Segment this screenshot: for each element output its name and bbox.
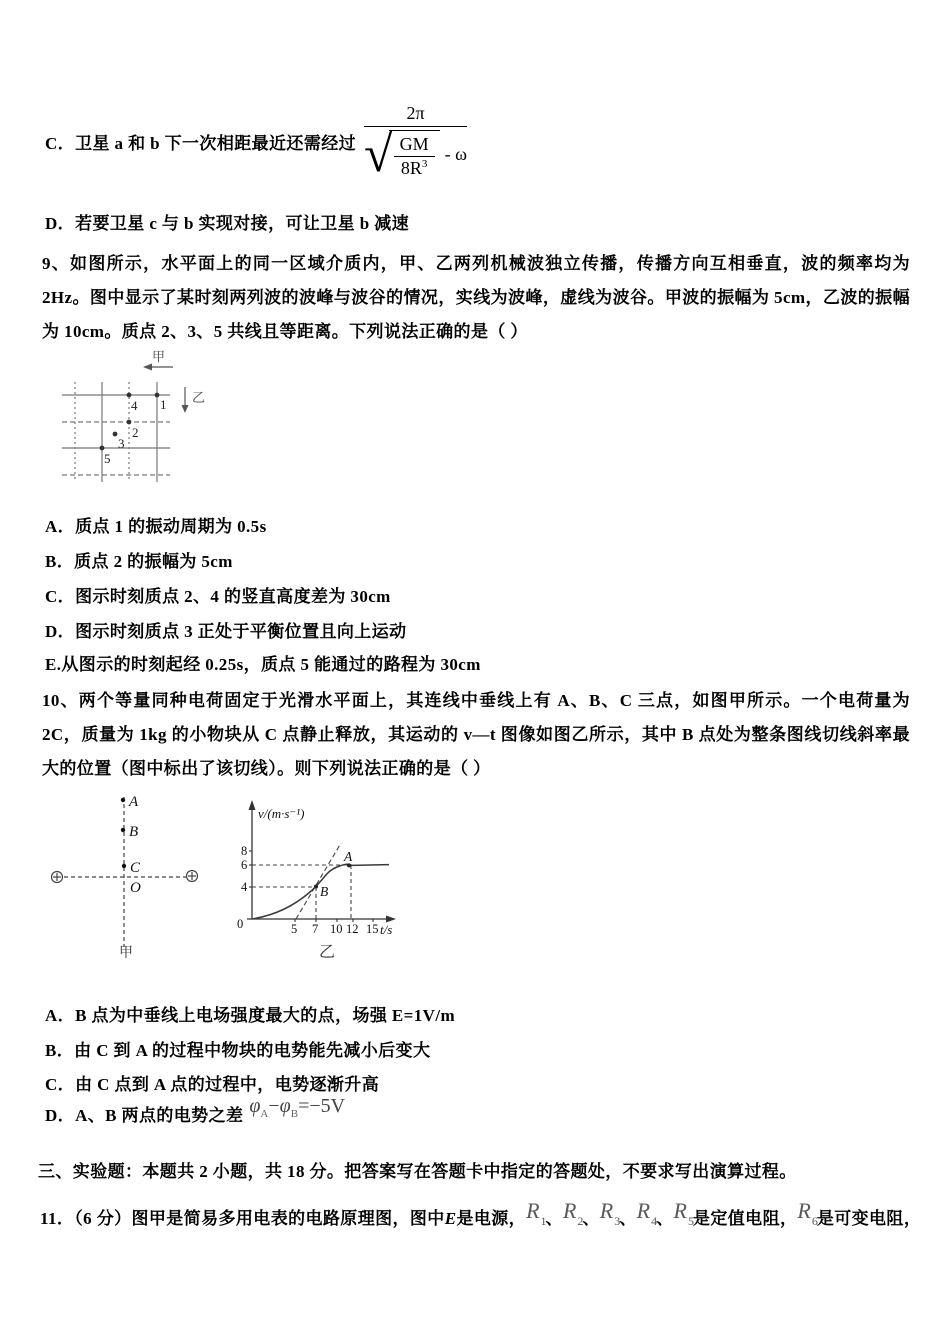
ytick-4: 4: [241, 880, 248, 894]
tick-labels: [237, 844, 379, 936]
phi-b: φ: [279, 1094, 291, 1117]
point-a-label: A: [344, 849, 353, 864]
option-d-text: D．若要卫星 c 与 b 实现对接，可让卫星 b 减速: [45, 214, 410, 233]
q11-after-e: 是电源，: [456, 1209, 527, 1228]
radical-sign: √: [364, 125, 393, 183]
q11-e-var: E: [444, 1209, 457, 1228]
label-a: A: [129, 794, 139, 810]
resistor-r5: $R_5$: [673, 1198, 694, 1229]
minus-sign: −: [268, 1094, 280, 1117]
point-b-dot: [314, 885, 318, 889]
q10-option-c: C．由 C 点到 A 点的过程中，电势逐渐升高: [45, 1075, 380, 1094]
y-axis-arrow: [249, 800, 256, 810]
q10-vt-graph: [225, 787, 415, 962]
separator: 、: [619, 1209, 637, 1228]
x-axis-label: t/s: [380, 922, 393, 937]
yi-wave-label: 乙: [192, 390, 206, 405]
ytick-8: 8: [241, 844, 248, 858]
separator: 、: [656, 1209, 674, 1228]
curve-point-labels: [320, 849, 353, 899]
xtick-7: 7: [312, 922, 319, 936]
separator: 、: [582, 1209, 600, 1228]
option-c-formula: [364, 103, 467, 183]
point-2-label: 2: [132, 425, 139, 440]
section3-heading: 三、实验题：本题共 2 小题，共 18 分。把答案写在答题卡中指定的答题处，不要求写出演算过程。: [38, 1162, 797, 1181]
potential-difference-formula: [249, 1095, 345, 1120]
left-plus-charge-icon: [52, 872, 63, 883]
right-plus-charge-icon: [187, 871, 198, 882]
inner-frac-num: GM: [394, 134, 435, 157]
radicand: [389, 130, 440, 179]
q9-option-e: E.从图示的时刻起经 0.25s，质点 5 能通过的路程为 30cm: [45, 655, 481, 674]
q10-option-b: B．由 C 到 A 的过程中物块的电势能先减小后变大: [45, 1041, 431, 1060]
xtick-10: 10: [330, 922, 343, 936]
tangent-line: [296, 843, 341, 919]
inner-fraction: [394, 134, 435, 179]
inner-frac-den: [401, 157, 428, 179]
point-5-label: 5: [104, 451, 111, 466]
q10-option-d-row: [45, 1096, 345, 1130]
point-4-label: 4: [131, 398, 138, 413]
q9-wave-grid-figure: [55, 350, 207, 492]
q10-charges-figure: [40, 787, 220, 959]
midline-point-labels: [128, 794, 141, 896]
sqrt-expression: [364, 125, 440, 183]
inner-frac-den-base: 8R: [400, 158, 422, 178]
formula-numerator: 2π: [406, 103, 425, 123]
origin-label: 0: [237, 917, 244, 931]
q10-option-d-text: D．A、B 两点的电势之差: [45, 1105, 244, 1125]
xtick-15: 15: [366, 922, 379, 936]
resistor-r6: $R_6$: [797, 1198, 818, 1229]
formula-denominator: [364, 125, 467, 183]
q11-line: [40, 1198, 922, 1233]
q10-stem: 10、两个等量同种电荷固定于光滑水平面上，其连线中垂线上有 A、B、C 三点，如图甲所示。一个电荷量为 2C，质量为 1kg 的小物块从 C 点静止释放，其运动的 v—t 图像如图乙所示，其中 B 点处为整条图线切线斜率最大的位置（图中标出了该切线）。则下列说法正确的是（ ）: [42, 691, 910, 778]
y-axis-label: v/(m·s⁻¹): [258, 806, 305, 821]
option-c-row: [45, 96, 467, 186]
dashed-guides: [252, 843, 351, 919]
figure-yi-caption: 乙: [319, 944, 336, 961]
phi-a-sub: A: [260, 1107, 269, 1120]
point-b-label: B: [320, 884, 329, 899]
q11-prefix: 11．（6 分）图甲是简易多用电表的电路原理图，图中: [40, 1209, 445, 1228]
resistor-r1: $R_1$: [526, 1198, 547, 1229]
q9-option-c: C．图示时刻质点 2、4 的竖直高度差为 30cm: [45, 587, 391, 606]
formula-rhs: =−5V: [298, 1094, 346, 1117]
q9-option-b: B．质点 2 的振幅为 5cm: [45, 552, 233, 571]
separator: 、: [545, 1209, 563, 1228]
option-c-text: C．卫星 a 和 b 下一次相距最近还需经过: [45, 133, 357, 153]
label-c: C: [130, 860, 141, 876]
resistor-r4: $R_4$: [636, 1198, 658, 1229]
formula-suffix: - ω: [444, 144, 467, 164]
point-1-label: 1: [160, 397, 167, 412]
point-3-label: 3: [118, 436, 125, 451]
q11-fixed-text: 是定值电阻，: [692, 1209, 798, 1228]
figure-jia-caption: 甲: [119, 946, 133, 959]
phi-b-sub: B: [290, 1107, 299, 1120]
q9-stem: 9、如图所示，水平面上的同一区域介质内，甲、乙两列机械波独立传播，传播方向互相垂直，波的频率均为 2Hz。图中显示了某时刻两列波的波峰与波谷的情况，实线为波峰，虚线为波谷。甲波的振幅为 5cm，乙波的振幅为 10cm。质点 2、3、5 共线且等距离。下列说法正确的是（ ）: [42, 254, 910, 341]
jia-wave-arrow: [143, 364, 173, 371]
resistor-r3: $R_3$: [599, 1198, 621, 1229]
point-a-dot: [347, 863, 351, 867]
q11-variable-text: 是可变电阻，: [816, 1209, 922, 1228]
xtick-12: 12: [346, 922, 359, 936]
xtick-5: 5: [291, 922, 298, 936]
inner-frac-den-exp: 3: [421, 158, 428, 170]
q9-option-a: A．质点 1 的振动周期为 0.5s: [45, 517, 267, 536]
resistor-r2: $R_2$: [562, 1198, 584, 1229]
label-o: O: [130, 880, 141, 896]
graph-axes: [247, 807, 389, 919]
jia-wave-label: 甲: [152, 350, 166, 364]
q10-option-a: A．B 点为中垂线上电场强度最大的点，场强 E=1V/m: [45, 1006, 456, 1025]
yi-wave-arrow: [182, 387, 189, 413]
q9-option-d: D．图示时刻质点 3 正处于平衡位置且向上运动: [45, 622, 407, 641]
label-b: B: [129, 824, 139, 840]
ytick-6: 6: [241, 858, 248, 872]
phi-a: φ: [249, 1094, 261, 1117]
